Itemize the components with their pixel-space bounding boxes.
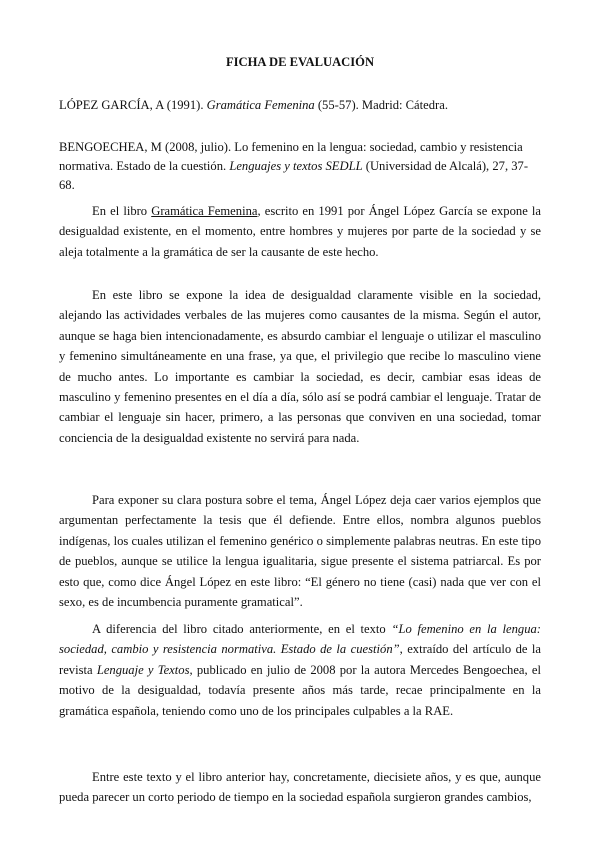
paragraph-2: En este libro se expone la idea de desigualdad claramente visible en la sociedad, alejando las actividades verbales de las mujeres como causantes de la misma. Según el autor, aunque se haga bien intencionadamente, es absurdo cambiar el lenguaje o utilizar el masculino y femenino simultáneamente en una frase, ya que, el privilegio que recibe lo masculino viene de mucho antes. Lo importante es cambiar la sociedad, es decir, cambiar esas ideas de masculino y femenino presentes en el día a día, sólo así se podrá cambiar el lenguaje. Tratar de cambiar el lenguaje sin hacer, primero, a las personas que conviven en una sociedad, tomar conciencia de la desigualdad existente no servirá para nada. [59,288,541,445]
reference-text: (55-57). Madrid: Cátedra. [314,98,448,112]
paragraph-4 [59,619,541,721]
paragraph-text: , escrito en 1991 por Ángel López García se expone la desigualdad existente, en el momento, entre hombres y mujeres por parte de la sociedad y se aleja totalmente a la gramática de ser la causante de este hecho. [59,204,541,259]
paragraph-text: publicado en julio de 2008 por la autora Mercedes Bengoechea, el motivo de la desigualdad, todavía presente años más tarde, recae principalmente en la gramática española, teniendo como uno de los principales culpables a la RAE. [59,662,541,718]
paragraph-text: , extraído del artículo de la revista [59,642,541,677]
paragraph-text: A diferencia del libro citado anteriormente, en el texto [92,622,392,636]
underlined-book-title: Gramática Femenina [151,204,258,218]
reference-text: BENGOECHEA, M (2008, julio). Lo femenino en la lengua: sociedad, cambio y resistencia normativa. Estado de la cuestión. [59,140,523,173]
reference-journal-title: Lenguajes y textos SEDLL [229,159,363,173]
article-title: “Lo femenino en la lengua: sociedad, cambio y resistencia normativa. Estado de la cuestión” [59,622,541,657]
paragraph-text: En el libro [92,204,152,218]
paragraph-1 [59,201,541,262]
paragraph-5: Entre este texto y el libro anterior hay, concretamente, diecisiete años, y es que, aunque pueda parecer un corto periodo de tiempo en la sociedad española surgieron grandes cambios, [59,770,541,805]
reference-text: LÓPEZ GARCÍA, A (1991). [59,98,207,112]
reference-bengoechea [59,138,541,195]
document-title: FICHA DE EVALUACIÓN [225,55,375,69]
paragraph-3: Para exponer su clara postura sobre el tema, Ángel López deja caer varios ejemplos que argumentan perfectamente la tesis que él defiende. Entre ellos, nombra algunos pueblos indígenas, los cuales utilizan el femenino genérico o simplemente palabras neutras. En este tipo de pueblos, aunque se utilice la lengua igualitaria, sigue presente el sistema patriarcal. Es por esto que, como dice Ángel López en este libro: “El género no tiene (casi) nada que ver con el sexo, es de incumbencia puramente gramatical”. [59,493,541,610]
reference-text: (Universidad de Alcalá), 27, 37-68. [59,159,529,192]
reference-book-title: Gramática Femenina [206,98,315,112]
reference-lopez-garcia [59,96,541,115]
journal-name: Lenguaje y Textos, [96,662,193,677]
